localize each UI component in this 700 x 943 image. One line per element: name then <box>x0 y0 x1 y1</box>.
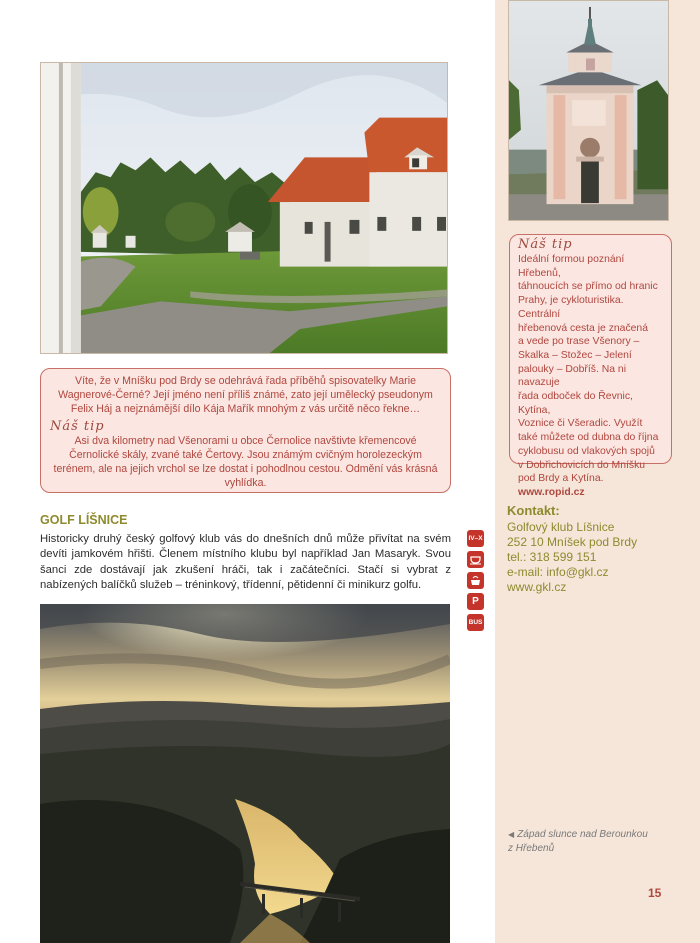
tip-line: a vede po trase Všenory – <box>518 336 640 348</box>
caption-line-1: Západ slunce nad Berounkou <box>517 829 648 840</box>
tip-line: řada odboček do Řevnic, Kytína, <box>518 391 633 416</box>
tip-line: cyklobusu od vlakových spojů <box>518 445 655 457</box>
tip-line: pod Brdy a Kytína. <box>518 473 604 485</box>
contact-title: Kontakt: <box>507 503 560 518</box>
tip-line: táhnoucích se přímo od hranic <box>518 281 658 293</box>
photo-caption <box>508 828 678 856</box>
sidebar-tip-box <box>509 234 672 498</box>
contact-address: 252 10 Mníšek pod Brdy <box>507 534 638 549</box>
info-text: Víte, že v Mníšku pod Brdy se odehrává řada příběhů spisovatelky Marie Wagnerové-Černé? Její jméno není příliš známé, zato její umělecký pseudonym Felix Háj a nejznámější dílo Kája Mařík mnohým z vás určitě něco řekne… <box>58 375 433 416</box>
contact-block <box>507 504 687 594</box>
restaurant-icon <box>467 551 484 568</box>
tip-line: hřebenová cesta je značená <box>518 322 648 334</box>
caption-line-2: z Hřebenů <box>508 843 555 854</box>
info-box <box>40 368 451 493</box>
section-body <box>40 532 451 594</box>
sunset-photo <box>40 604 450 943</box>
tip-text: Asi dva kilometry nad Všenorami u obce Černolice navštivte křemencové Černolické skály, zvané také Čertovy. Jsou známým cvičným horolezeckým terénem, ale na jejich vrchol se lze dostat i pohodlnou cestou. Odmění vás krásná vyhlídka. <box>53 434 438 490</box>
page-number: 15 <box>648 886 662 900</box>
contact-phone[interactable]: tel.: 318 599 151 <box>507 549 597 564</box>
chapel-photo <box>508 0 669 221</box>
tip-line: palouky – Dobříš. Na ni navazuje <box>518 363 627 389</box>
contact-name: Golfový klub Líšnice <box>507 519 615 534</box>
contact-website[interactable]: www.gkl.cz <box>507 579 567 594</box>
contact-email[interactable]: e-mail: info@gkl.cz <box>507 564 609 579</box>
service-icons <box>467 530 484 635</box>
tip-line: Skalka – Stožec – Jelení <box>518 349 632 361</box>
tip-line: Ideální formou poznání Hřebenů, <box>518 254 625 279</box>
tip-label: Náš tip <box>50 418 105 434</box>
tip-line: také můžete od dubna do října <box>518 432 659 444</box>
section-title: GOLF LÍŠNICE <box>40 513 128 527</box>
parking-icon: P <box>467 593 484 610</box>
tip-line: Prahy, je cykloturistika. Centrální <box>518 295 624 320</box>
tip-line: v Dobřichovicích do Mníšku <box>518 459 646 471</box>
bus-icon: BUS <box>467 614 484 631</box>
caption-arrow-icon: ◀ <box>508 830 515 839</box>
food-pot-icon <box>467 572 484 589</box>
tip-line: Voznice či Všeradic. Využít <box>518 418 643 430</box>
park-photo <box>40 62 448 354</box>
sidebar-tip-label: Náš tip <box>518 237 573 252</box>
season-icon: IV–X <box>467 530 484 547</box>
section-body-text: Historicky druhý český golfový klub vás do dnešních dnů může přivítat na svém devíti jamkovém hřišti. Členem místního klubu byl například Jan Masaryk. Svou šanci zde dostávají jak zkušení hráči, tak i začátečníci. Stačí si vybrat z nabízených balíčků služeb – tréninkový, třídenní, pětidenní či minikurz golfu. <box>40 533 451 592</box>
ropid-link[interactable]: www.ropid.cz <box>518 486 585 498</box>
